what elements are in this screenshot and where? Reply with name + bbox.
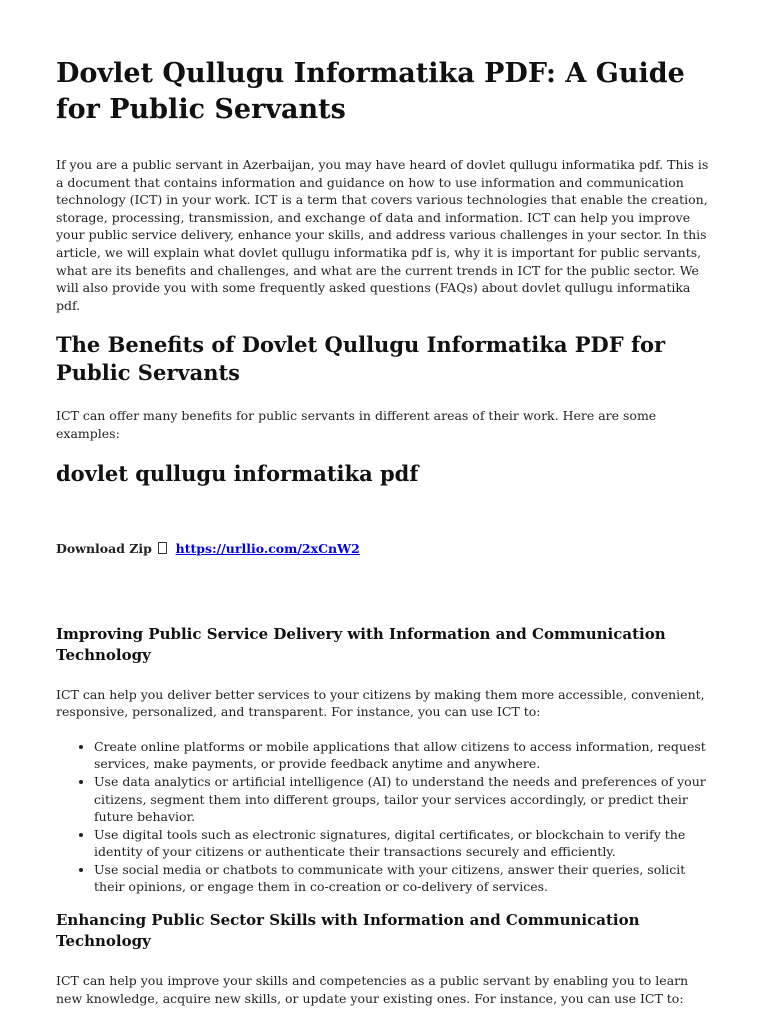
- section1-paragraph: ICT can help you deliver better services to your citizens by making them more accessible, convenient, responsive, personalized, and transparent. For instance, you can use ICT to:: [56, 686, 705, 720]
- download-link[interactable]: https://urllio.com/2xCnW2: [175, 540, 360, 556]
- section2-paragraph: ICT can help you improve your skills and competencies as a public servant by enabling you to learn new knowledge, acquire new skills, or update your existing ones. For instance, you can use ICT to:: [56, 973, 689, 1006]
- benefits-paragraph: ICT can offer many benefits for public servants in different areas of their work. Here are some examples:: [56, 408, 657, 441]
- benefits-heading: The Benefits of Dovlet Qullugu Informatika PDF for Public Servants: [56, 332, 666, 386]
- section1-list: [56, 738, 714, 896]
- missing-glyph-icon: [158, 542, 167, 554]
- download-label: Download Zip: [56, 540, 152, 556]
- page-title: Dovlet Qullugu Informatika PDF: A Guide for Public Servants: [56, 58, 685, 125]
- section2-heading: Enhancing Public Sector Skills with Information and Communication Technology: [56, 911, 640, 951]
- list-item: • Create online platforms or mobile applications that allow citizens to access information, request services, make payments, or provide feedback anytime and anywhere.: [94, 738, 714, 773]
- list-item: • Use digital tools such as electronic signatures, digital certificates, or blockchain to verify the identity of your citizens or authenticate their transactions securely and efficiently.: [94, 826, 714, 861]
- intro-paragraph: If you are a public servant in Azerbaijan, you may have heard of dovlet qullugu informatika pdf. This is a document that contains information and guidance on how to use information and communication technology (ICT) in your work. ICT is a term that covers various technologies that enable the creation, storage, processing, transmission, and exchange of data and information. ICT can help you improve your public service delivery, enhance your skills, and address various challenges in your sector. In this article, we will explain what dovlet qullugu informatika pdf is, why it is important for public servants, what are its benefits and challenges, and what are the current trends in ICT for the public sector. We will also provide you with some frequently asked questions (FAQs) about dovlet qullugu informatika pdf.: [56, 157, 709, 313]
- pdf-title: dovlet qullugu informatika pdf: [56, 460, 419, 486]
- list-item: • Use data analytics or artificial intelligence (AI) to understand the needs and preferences of your citizens, segment them into different groups, tailor your services accordingly, or predict their future behavior.: [94, 773, 714, 826]
- download-line: [56, 540, 714, 558]
- list-item: • Use social media or chatbots to communicate with your citizens, answer their queries, solicit their opinions, or engage them in co-creation or co-delivery of services.: [94, 861, 714, 896]
- section1-heading: Improving Public Service Delivery with Information and Communication Technology: [56, 624, 666, 664]
